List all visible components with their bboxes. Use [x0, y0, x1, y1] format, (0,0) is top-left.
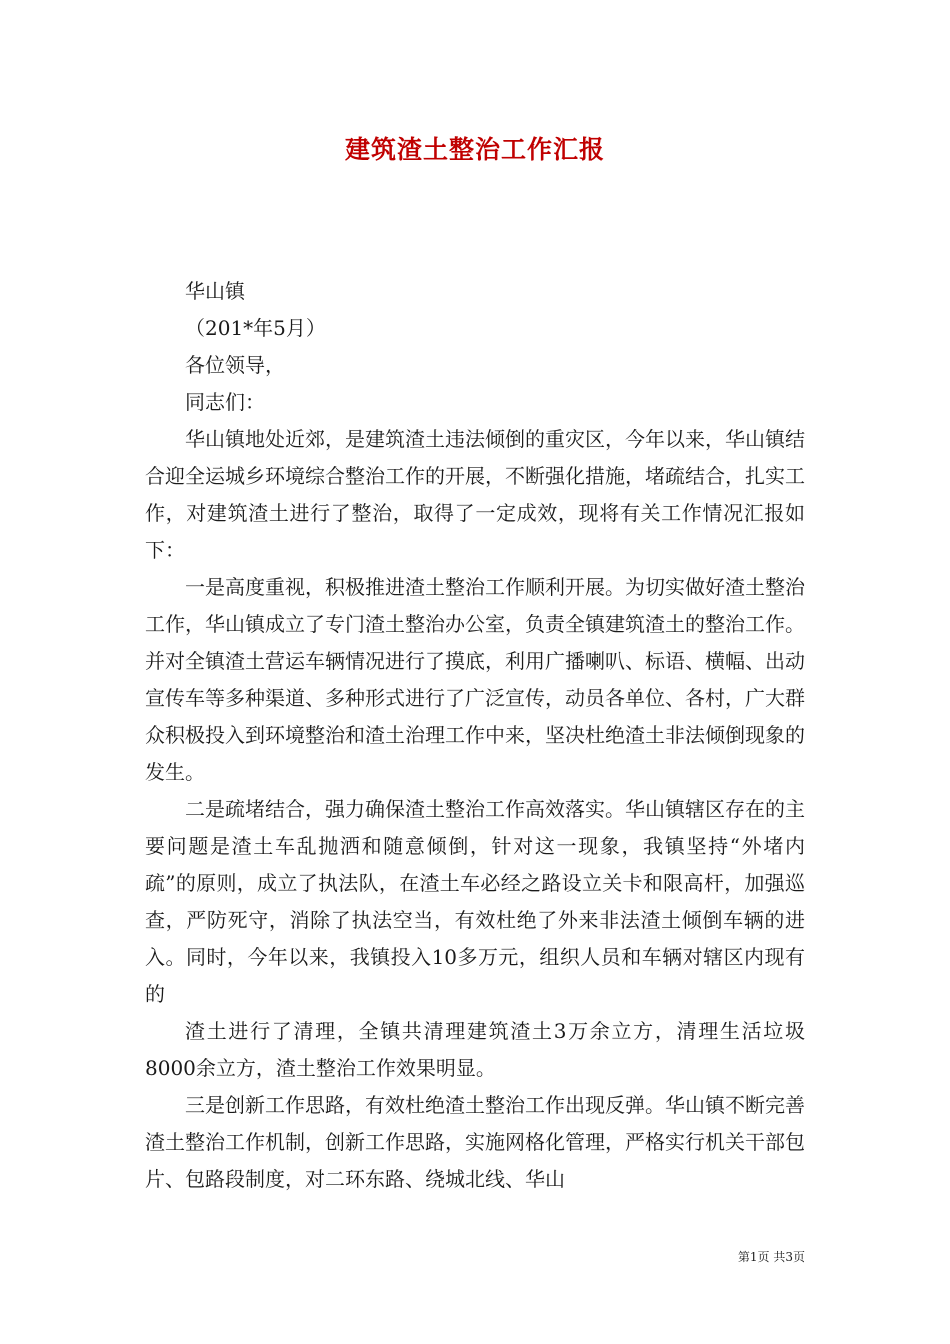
paragraph-town: 华山镇 [185, 279, 245, 303]
paragraph-greeting-leaders: 各位领导， [185, 353, 285, 377]
paragraph-greeting-comrades: 同志们： [185, 390, 265, 414]
paragraph-point-two: 二是疏堵结合，强力确保渣土整治工作高效落实。华山镇辖区存在的主要问题是渣土车乱抛洒和随意倾倒，针对这一现象，我镇坚持“外堵内疏”的原则，成立了执法队，在渣土车必经之路设立关卡和限高杆，加强巡查，严防死守，消除了执法空当，有效杜绝了外来非法渣土倾倒车辆的进入。同时，今年以来，我镇投入10多万元，组织人员和车辆对辖区内现有的 [145, 797, 805, 1006]
paragraph-date: （201*年5月） [185, 316, 326, 340]
paragraph-point-three: 三是创新工作思路，有效杜绝渣土整治工作出现反弹。华山镇不断完善渣土整治工作机制，创新工作思路，实施网格化管理，严格实行机关干部包片、包路段制度，对二环东路、绕城北线、华山 [145, 1093, 805, 1191]
paragraph-intro: 华山镇地处近郊，是建筑渣土违法倾倒的重灾区，今年以来，华山镇结合迎全运城乡环境综合整治工作的开展，不断强化措施，堵疏结合，扎实工作，对建筑渣土进行了整治，取得了一定成效，现将有关工作情况汇报如下： [145, 427, 805, 562]
document-title: 建筑渣土整治工作汇报 [344, 135, 605, 164]
paragraph-point-one: 一是高度重视，积极推进渣土整治工作顺利开展。为切实做好渣土整治工作，华山镇成立了专门渣土整治办公室，负责全镇建筑渣土的整治工作。并对全镇渣土营运车辆情况进行了摸底，利用广播喇叭、标语、横幅、出动宣传车等多种渠道、多种形式进行了广泛宣传，动员各单位、各村，广大群众积极投入到环境整治和渣土治理工作中来，坚决杜绝渣土非法倾倒现象的发生。 [145, 575, 805, 784]
paragraph-cleanup: 渣土进行了清理，全镇共清理建筑渣土3万余立方，清理生活垃圾8000余立方，渣土整治工作效果明显。 [145, 1019, 805, 1080]
document-body [145, 273, 805, 1198]
page-number: 第1页 共3页 [737, 1250, 805, 1264]
